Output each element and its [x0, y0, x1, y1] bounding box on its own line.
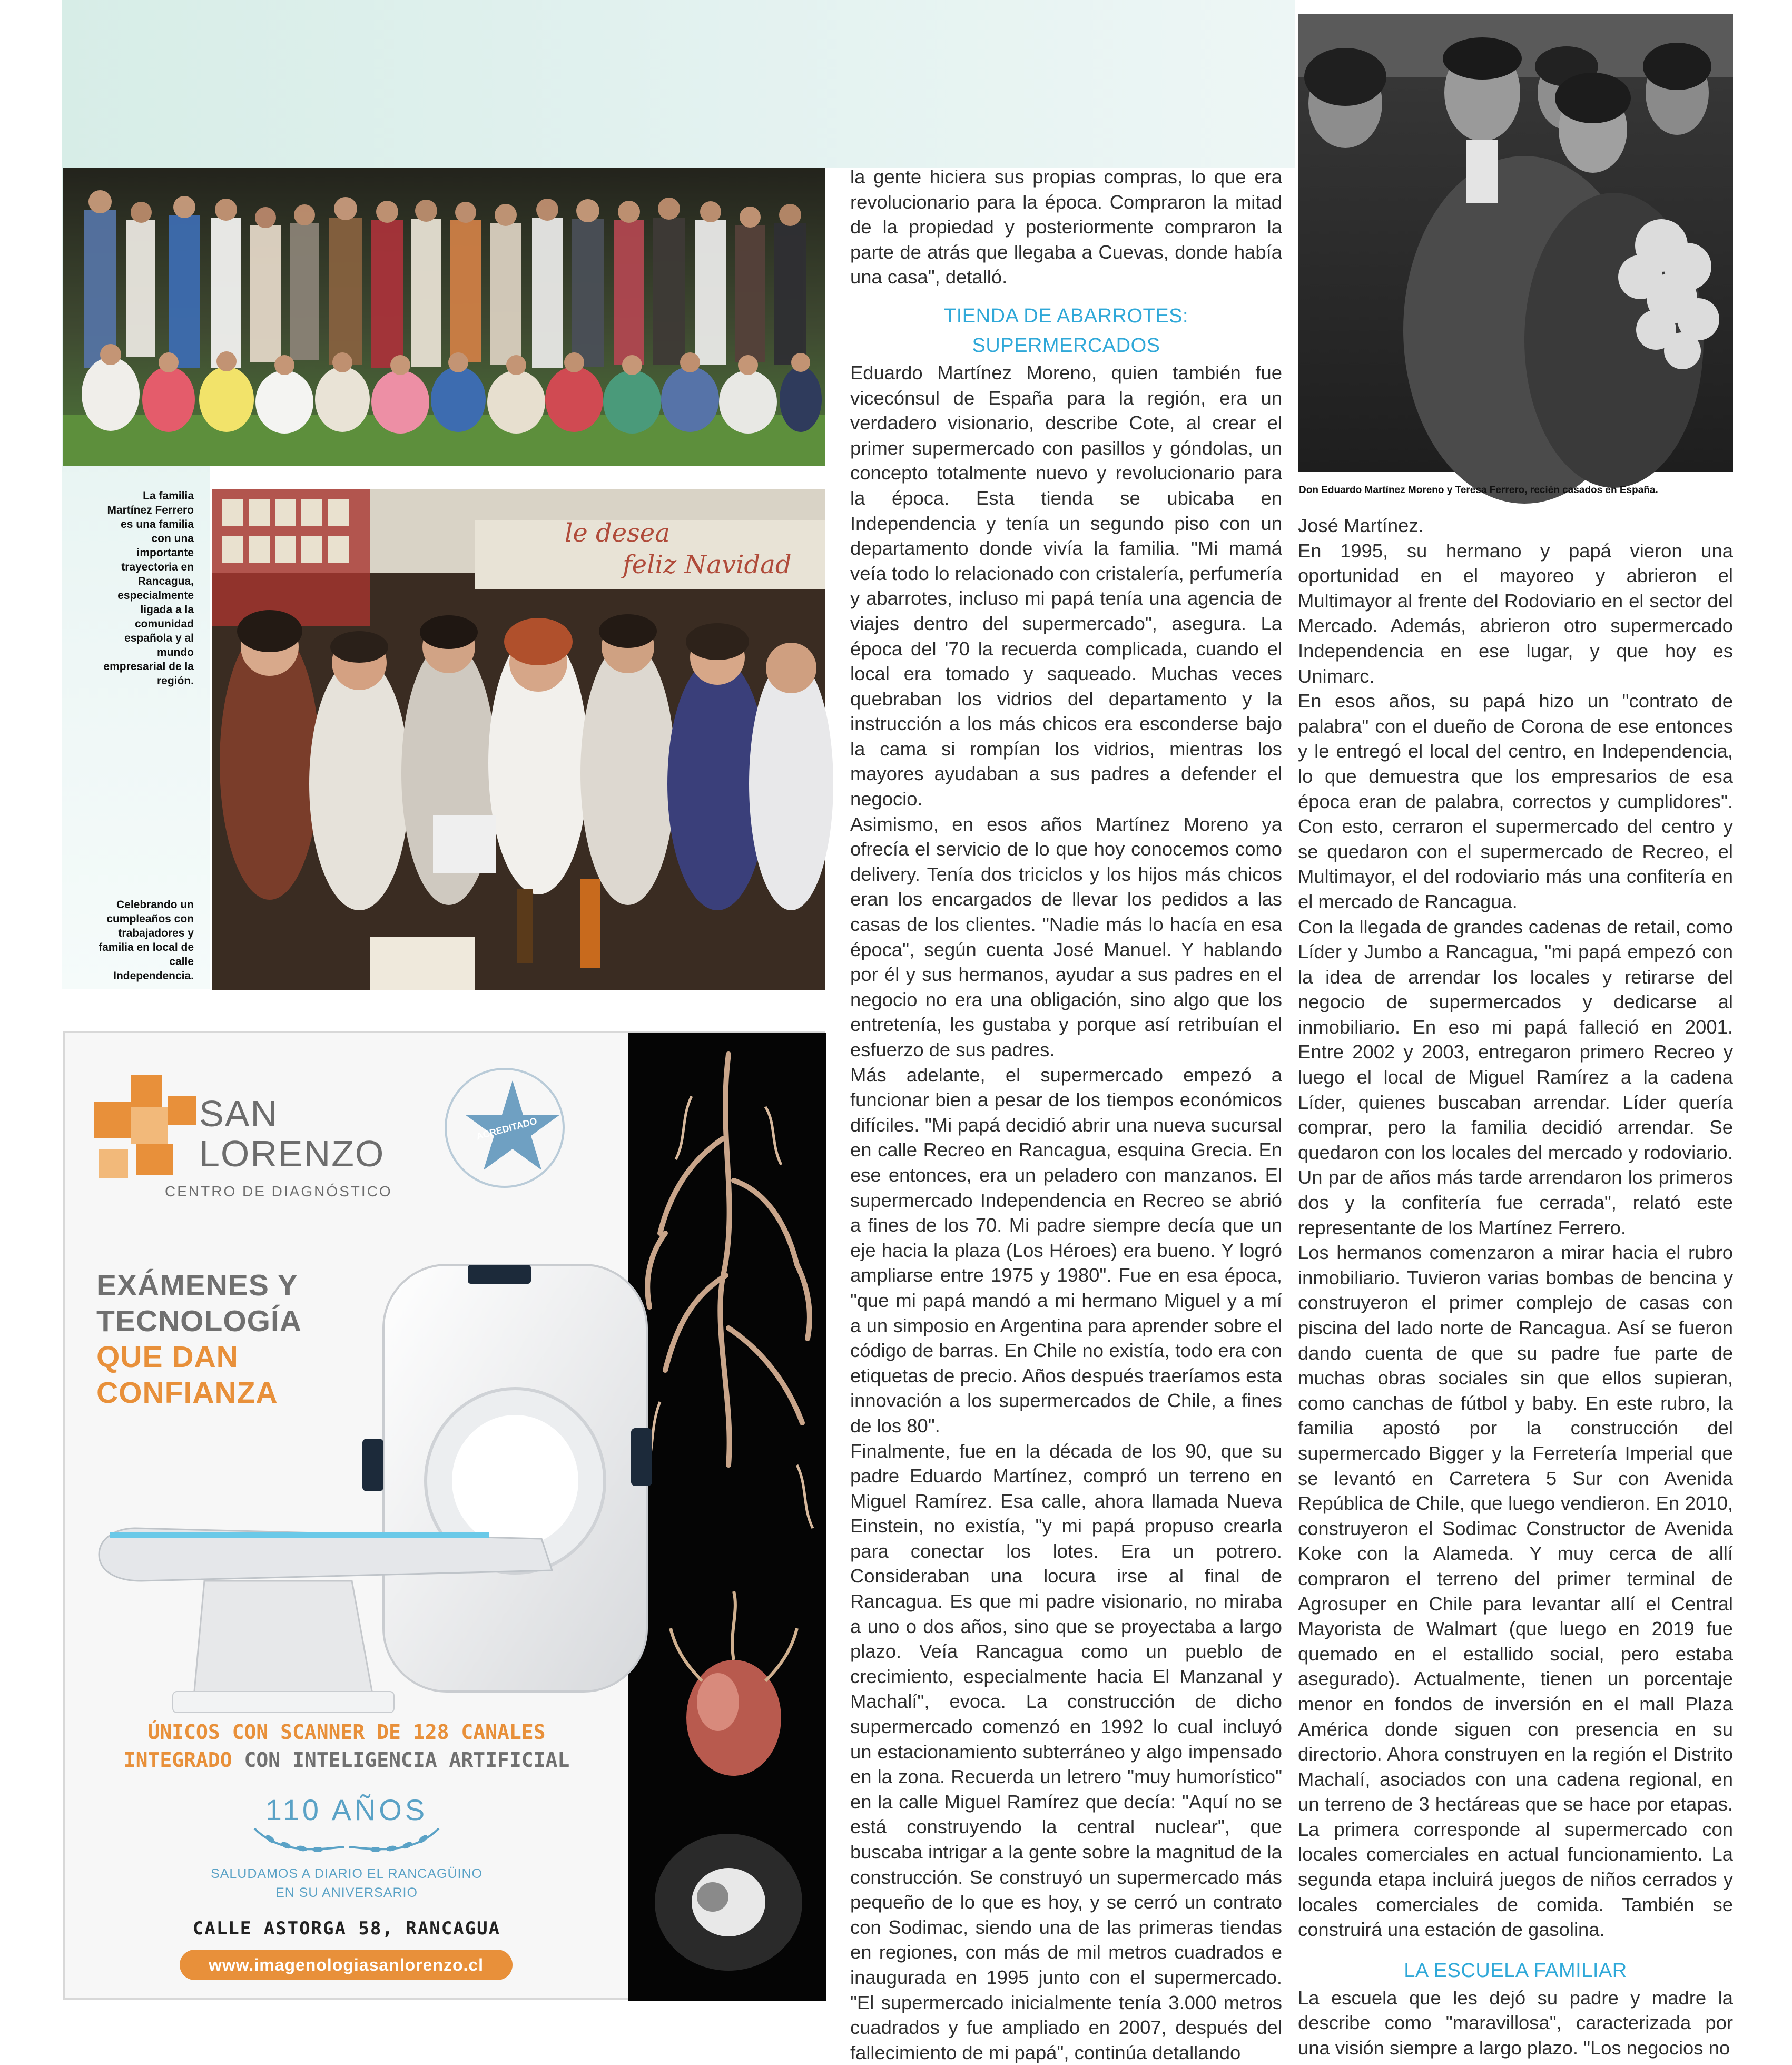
- family-photo-caption: La familia Martínez Ferrero es una familia con una importante trayectoria en Rancagua, especialmente ligada a la comunidad española y al mundo empresarial de la región.: [98, 489, 194, 688]
- headline-line4: CONFIANZA: [96, 1375, 302, 1411]
- store-celebration-photo: [212, 489, 825, 990]
- headline-line3: QUE DAN: [96, 1339, 302, 1375]
- anniversary-years: 110 AÑOS: [65, 1793, 628, 1827]
- greeting-line1: SALUDAMOS A DIARIO EL RANCAGÜINO: [65, 1864, 628, 1883]
- column3-paragraph-4: Los hermanos comenzaron a mirar hacia el rubro inmobiliario. Tuvieron varias bombas de bencina y construyeron el primer complejo de casas con piscina del lado norte de Rancagua. Así se fueron dando cuenta de que su padre fue parte de muchas obras sociales sin que ellos supieran, como canchas de fútbol y baby. En este rubro, la familia apostó por la construcción del supermercado Bigger y la Ferretería Imperial que se levantó en Carretera 5 Sur con Avenida República de Chile, que luego vendieron. En 2010, construyeron el Sodimac Constructor de Avenida Koke con la Alameda. Y muy cerca de allí compraron el terreno del primer terminal de Agrosuper en Chile para levantar allí el Central Mayorista de Walmart (que luego en 2019 fue quemado en el estallido social, pero estaba asegurado). Actualmente, tienen un porcentaje menor en fondos de inversión en el mall Plaza América donde siguen con presencia en su directorio. Ahora construyen en la región el Distrito Machalí, asociados con una cadena regional, en un terreno de 3 hectáreas que se hace por etapas. La primera corresponde al supermercado con locales comerciales en actual funcionamiento. La segunda etapa incluirá juegos de niños cerrados y locales comerciales de comida. También se construirá una estación de gasolina.: [1298, 1240, 1733, 1942]
- wedding-photo: [1298, 14, 1733, 472]
- brand-name-line1: SAN: [199, 1094, 385, 1134]
- wedding-photo-caption: Don Eduardo Martínez Moreno y Teresa Ferrero, recién casados en España.: [1299, 484, 1752, 497]
- anniversary-greeting: [65, 1864, 628, 1902]
- laurel-wreath-icon: [249, 1823, 444, 1855]
- top-decorative-band: [62, 0, 1295, 168]
- column2-paragraph-2: Asimismo, en esos años Martínez Moreno ya ofrecía el servicio de lo que hoy conocemos como delivery. Tenía dos triciclos y los hijos más chicos eran los encargados de llevar los pedidos a las casas de los clientes. "Nadie más lo hacía en esa época", según cuenta José Manuel. Y hablando por él y sus hermanos, ayudar a sus padres en el negocio no era una obligación, sino algo que los entretenía, les gustaba y porque así retribuían el esfuerzo de sus padres.: [850, 812, 1282, 1063]
- column3-paragraph-1: En 1995, su hermano y papá vieron una oportunidad en el mayoreo y abrieron el Multimayor al frente del Rodoviario en el sector del Mercado. Además, abrieron otro supermercado Independencia en ese lugar, y que hoy es Unimarc.: [1298, 538, 1733, 689]
- scanner-claim-rest: CON INTELIGENCIA ARTIFICIAL: [244, 1748, 570, 1772]
- scanner-claim-highlight: INTEGRADO: [124, 1748, 232, 1772]
- brand-name: [199, 1094, 385, 1174]
- ad-address: CALLE ASTORGA 58, RANCAGUA: [65, 1918, 628, 1939]
- ad-headline: [96, 1267, 302, 1411]
- column3-paragraph-3: Con la llegada de grandes cadenas de retail, como Líder y Jumbo a Rancagua, "mi papá empezó con la idea de arrendar los locales y retirarse del negocio de supermercados y dedicarse al inmobiliario. En eso mi papá falleció en 2001. Entre 2002 y 2003, entregaron primero Recreo y luego el local de Miguel Ramírez a la cadena Líder, quienes buscaban arrendar. Líder quería comprar, pero la familia decidió arrendar. Se quedaron con los locales del mercado y rodoviario. Un par de años más tarde arrendaron los primeros dos y la confitería fue cerrada", relató este representante de los Martínez Ferrero.: [1298, 914, 1733, 1241]
- headline-line1: EXÁMENES Y: [96, 1267, 302, 1303]
- family-group-photo: [63, 168, 825, 466]
- san-lorenzo-advertisement[interactable]: [63, 1031, 825, 2000]
- column2-paragraph-4: Finalmente, fue en la década de los 90, que su padre Eduardo Martínez, compró un terreno en Miguel Ramírez. Esa calle, ahora llamada Nueva Einstein, no existía, "y mi papá propuso crearla para conectar los lotes. Era un potrero. Consideraban una locura irse al final de Rancagua. Es que mi padre visionario, no miraba a uno o dos años, sino que se proyectaba a largo plazo. Veía Rancagua como un pueblo de crecimiento, especialmente hacia El Manzanal y Machalí", evoca. La construcción de dicho supermercado comenzó en 1992 lo cual incluyó un estacionamiento subterráneo y algo impensado en la zona. Recuerda un letrero "muy humorístico" en la calle Miguel Ramírez que decía: "Aquí no se está construyendo la central nuclear", que buscaba intrigar a la gente sobre la magnitud de la construcción. Se construyó un supermercado más pequeño de lo que es hoy, y se cerró un contrato con Sodimac, siendo una de las primeras tiendas en regiones, con más de mil metros cuadrados e inaugurada en 1995 junto con el supermercado. "El supermercado inicialmente tenía 3.000 metros cuadrados y fue ampliado en 2007, después del fallecimiento de mi papá", continúa detallando: [850, 1439, 1282, 2065]
- column2-paragraph-3: Más adelante, el supermercado empezó a funcionar bien a pesar de los tiempos económicos difíciles. "Mi papá decidió abrir una nueva sucursal en calle Recreo en Rancagua, esquina Grecia. En ese entonces, era un peladero con manzanos. El supermercado Independencia en Recreo se abrió a fines de los 70. Mi padre siempre decía que un eje hacia la plaza (Los Héroes) era bueno. Y logró ampliarse entre 1975 y 1980". Fue en esa época, "que mi papá mandó a mi hermano Miguel y a mí a un simposio en Argentina para aprender sobre el código de barras. En Chile no existía, todo era con etiquetas de precio. Años después traeríamos esta innovación a los supermercados de Chile, a fines de los 80".: [850, 1063, 1282, 1439]
- birthday-photo-caption: Celebrando un cumpleaños con trabajadores y familia en local de calle Independencia.: [98, 898, 194, 983]
- banner-text-line1: le desea: [565, 518, 670, 548]
- website-link[interactable]: www.imagenologiasanlorenzo.cl: [180, 1950, 513, 1980]
- scanner-claim-line2: [65, 1748, 628, 1772]
- banner-text-line2: feliz Navidad: [621, 550, 792, 579]
- badge-text: ACREDITADO: [475, 1116, 538, 1142]
- column2-paragraph-1: Eduardo Martínez Moreno, quien también fue vicecónsul de España para la región, era un verdadero visionario, describe Cote, al crear el primer supermercado con pasillos y góndolas, un concepto totalmente nuevo y revolucionario para la época. Esta tienda se ubicaba en Independencia y tenía un segundo piso con un departamento donde vivía la familia. "Mi mamá veía todo lo relacionado con cristalería, perfumería y abarrotes, incluso mi papá tenía una agencia de viajes dentro del supermercado", asegura. La época del '70 la recuerda complicada, cuando el local era tomado y saqueado. Muchas veces quebraban los vidrios del departamento y la instrucción a los más chicos era esconderse bajo la cama si rompían los vidrios, mientras los mayores ayudaban a sus padres a defender el negocio.: [850, 360, 1282, 812]
- scanner-claim-line1: ÚNICOS CON SCANNER DE 128 CANALES: [65, 1720, 628, 1744]
- column2-subheading: TIENDA DE ABARROTES: SUPERMERCADOS: [850, 301, 1282, 360]
- article-column-2: [850, 164, 1282, 2065]
- brand-subtitle: CENTRO DE DIAGNÓSTICO: [165, 1183, 392, 1200]
- accreditation-badge-icon: [423, 1065, 586, 1191]
- column3-paragraph-5: La escuela que les dejó su padre y madre la describe como "maravillosa", caracterizada por una visión siempre a largo plazo. "Los negocios no: [1298, 1985, 1733, 2061]
- san-lorenzo-logo-icon: [94, 1075, 204, 1191]
- article-column-3: [1298, 513, 1733, 2061]
- column2-paragraph-0: la gente hiciera sus propias compras, lo que era revolucionario para la época. Compraron la mitad de la propiedad y posteriormente compraron la parte de atrás que llegaba a Cuevas, donde había una casa", detalló.: [850, 164, 1282, 290]
- column3-paragraph-2: En esos años, su papá hizo un "contrato de palabra" con el dueño de Corona de ese entonces y le entregó el local del centro, en Independencia, lo que demuestra que los empresarios de esa época eran de palabra, correctos y cumplidores". Con esto, cerraron el supermercado del centro y se quedaron con el supermercado de Recreo, el Multimayor, el del rodoviario más una confitería en el mercado de Rancagua.: [1298, 689, 1733, 914]
- brand-name-line2: LORENZO: [199, 1134, 385, 1174]
- greeting-line2: EN SU ANIVERSARIO: [65, 1883, 628, 1902]
- headline-line2: TECNOLOGÍA: [96, 1303, 302, 1339]
- column3-paragraph-0: José Martínez.: [1298, 513, 1733, 538]
- column3-subheading: LA ESCUELA FAMILIAR: [1298, 1956, 1733, 1985]
